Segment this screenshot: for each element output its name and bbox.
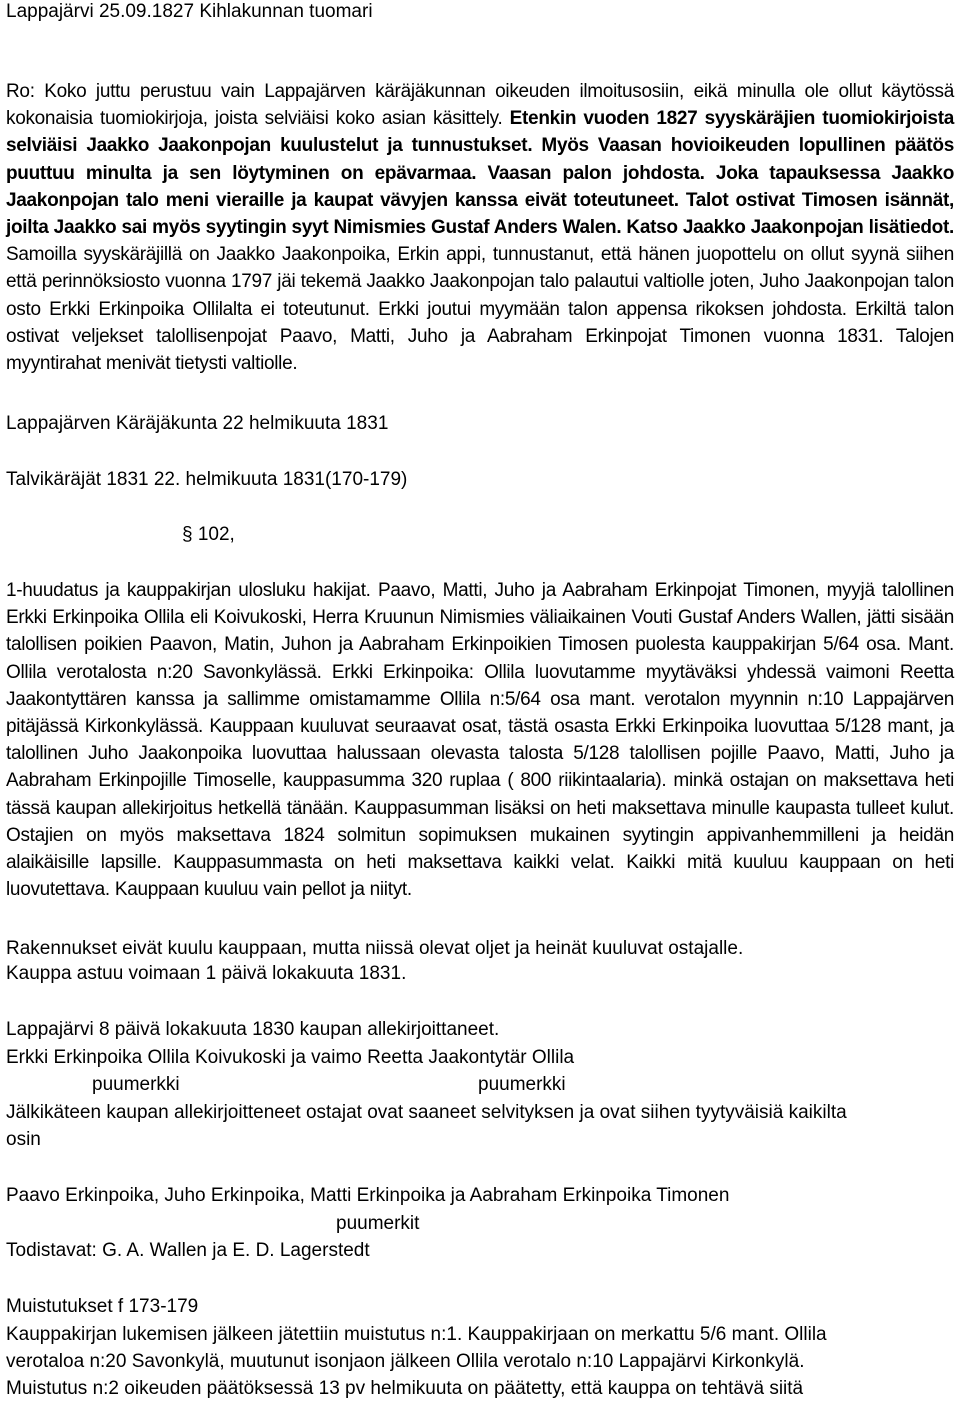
document-header: Lappajärvi 25.09.1827 Kihlakunnan tuomari: [6, 1, 373, 22]
buildings-line: Rakennukset eivät kuulu kauppaan, mutta niissä olevat oljet ja heinät kuuluvat ostajalle.: [6, 938, 744, 959]
sellers-line: Erkki Erkinpoika Ollila Koivukoski ja vaimo Reetta Jaakontytär Ollila: [6, 1047, 575, 1068]
note-line-1: Kauppakirjan lukemisen jälkeen jätettiin muistutus n:1. Kauppakirjaan on merkattu 5/6 mant. Ollila: [6, 1324, 827, 1345]
buyers-marks: puumerkit: [336, 1213, 420, 1234]
intro-normal-text: Ro: Koko juttu perustuu vain Lappajärven käräjäkunnan oikeuden ilmoitusosiin, eikä minulla ole ollut käytössä kokonaisia tuomiokirjoja, joista selviäisi koko asian käsittely.: [6, 81, 954, 130]
note-line-2: verotaloa n:20 Savonkylä, muutunut isonjaon jälkeen Ollila verotalo n:10 Lappajärvi Kirkonkylä.: [6, 1351, 805, 1372]
note-line-3: Muistutus n:2 oikeuden päätöksessä 13 pv helmikuuta on päätetty, että kauppa on tehtävä siitä: [6, 1378, 804, 1399]
seller-mark-2: puumerkki: [478, 1074, 566, 1095]
intro-paragraph: [6, 78, 954, 377]
afterwards-line-1: Jälkikäteen kaupan allekirjoitteneet ostajat ovat saaneet selvityksen ja ovat siihen tyytyväisiä kaikilta: [6, 1102, 847, 1123]
intro-tail-text: Samoilla syyskäräjillä on Jaakko Jaakonpoika, Erkin appi, tunnustanut, että hänen juopottelu on ollut syynä siihen että perinnöksiosto vuonna 1797 jäi tekemä Jaakko Jaakonpojan talo palautui valtiolle joten, Juho Jaakonpojan talon osto Erkki Erkinpoika Ollilalta ei toteutunut. Erkki joutui myymään talon appensa rikoksen johdosta. Erkiltä talon ostivat veljekset talollisenpojat Paavo, Matti, Juho ja Aabraham Erkinpojat Timonen vuonna 1831. Talojen myyntirahat menivät tietysti valtiolle.: [6, 244, 954, 375]
afterwards-line-2: osin: [6, 1129, 41, 1150]
seller-mark-1: puumerkki: [92, 1074, 180, 1095]
buyers-line: Paavo Erkinpoika, Juho Erkinpoika, Matti Erkinpoika ja Aabraham Erkinpoika Timonen: [6, 1185, 730, 1206]
notes-heading: Muistutukset f 173-179: [6, 1296, 199, 1317]
intro-bold-text: Etenkin vuoden 1827 syyskäräjien tuomiokirjoista selviäisi Jaakko Jaakonpojan kuulustelut ja tunnustukset. Myös Vaasan hovioikeuden lopullinen päätös puuttuu minulta ja sen löytyminen on epävarmaa. Vaasan palon johdosta. Joka tapauksessa Jaakko Jaakonpojan talo meni vieraille ja kaupat vävyjen kanssa eivät toteutuneet. Talot ostivat Timosen isännät, joilta Jaakko sai myös syytingin syyt Nimismies Gustaf Anders Walen. Katso Jaakko Jaakonpojan lisätiedot.: [6, 108, 954, 239]
section-mark: § 102,: [182, 524, 235, 545]
witnesses-line: Todistavat: G. A. Wallen ja E. D. Lagerstedt: [6, 1240, 370, 1261]
signed-line: Lappajärvi 8 päivä lokakuuta 1830 kaupan allekirjoittaneet.: [6, 1019, 500, 1040]
effective-date-line: Kauppa astuu voimaan 1 päivä lokakuuta 1831.: [6, 963, 407, 984]
main-paragraph: 1-huudatus ja kauppakirjan ulosluku hakijat. Paavo, Matti, Juho ja Aabraham Erkinpojat Timonen, myyjä talollinen Erkki Erkinpoika Ollila eli Koivukoski, Herra Kruunun Nimismies väliaikainen Vouti Gustaf Anders Wallen, jätti sisään talollisen poikien Paavon, Matin, Juhon ja Aabraham Erkinpoikien Timosen puolesta kauppakirjan 5/64 osa. Mant. Ollila verotalosta n:20 Savonkylässä. Erkki Erkinpoika: Ollila luovutamme myytäväksi yhdessä vaimoni Reetta Jaakontyttären kanssa ja sallimme omistamamme Ollila n:5/64 osa mant. verotalon myynnin n:10 Lappajärven pitäjässä Kirkonkylässä. Kauppaan kuuluvat seuraavat osat, tästä osasta Erkki Erkinpoika luovuttaa 5/128 mant, ja talollinen Juho Jaakonpoika luovuttaa halussaan olevasta talosta 5/128 talollisen pojille Paavo, Matti, Juho ja Aabraham Erkinpojille Timoselle, kauppasumma 320 ruplaa ( 800 riikintaalaria). minkä ostajan on maksettava heti tässä kaupan allekirjoitus hetkellä tänään. Kauppasumman lisäksi on heti maksettava minulle kaupasta tulleet kulut. Ostajien on myös maksettava 1824 solmitun sopimuksen mukainen syytingin appivanhemmilleni ja heidän alaikäisille lapsille. Kauppasummasta on heti maksettava kaikki velat. Kaikki mitä kuuluu kauppaan on heti luovutettava. Kauppaan kuuluu vain pellot ja niityt.: [6, 580, 954, 901]
session-heading: Talvikäräjät 1831 22. helmikuuta 1831(170-179): [6, 469, 408, 490]
court-heading: Lappajärven Käräjäkunta 22 helmikuuta 1831: [6, 413, 389, 434]
